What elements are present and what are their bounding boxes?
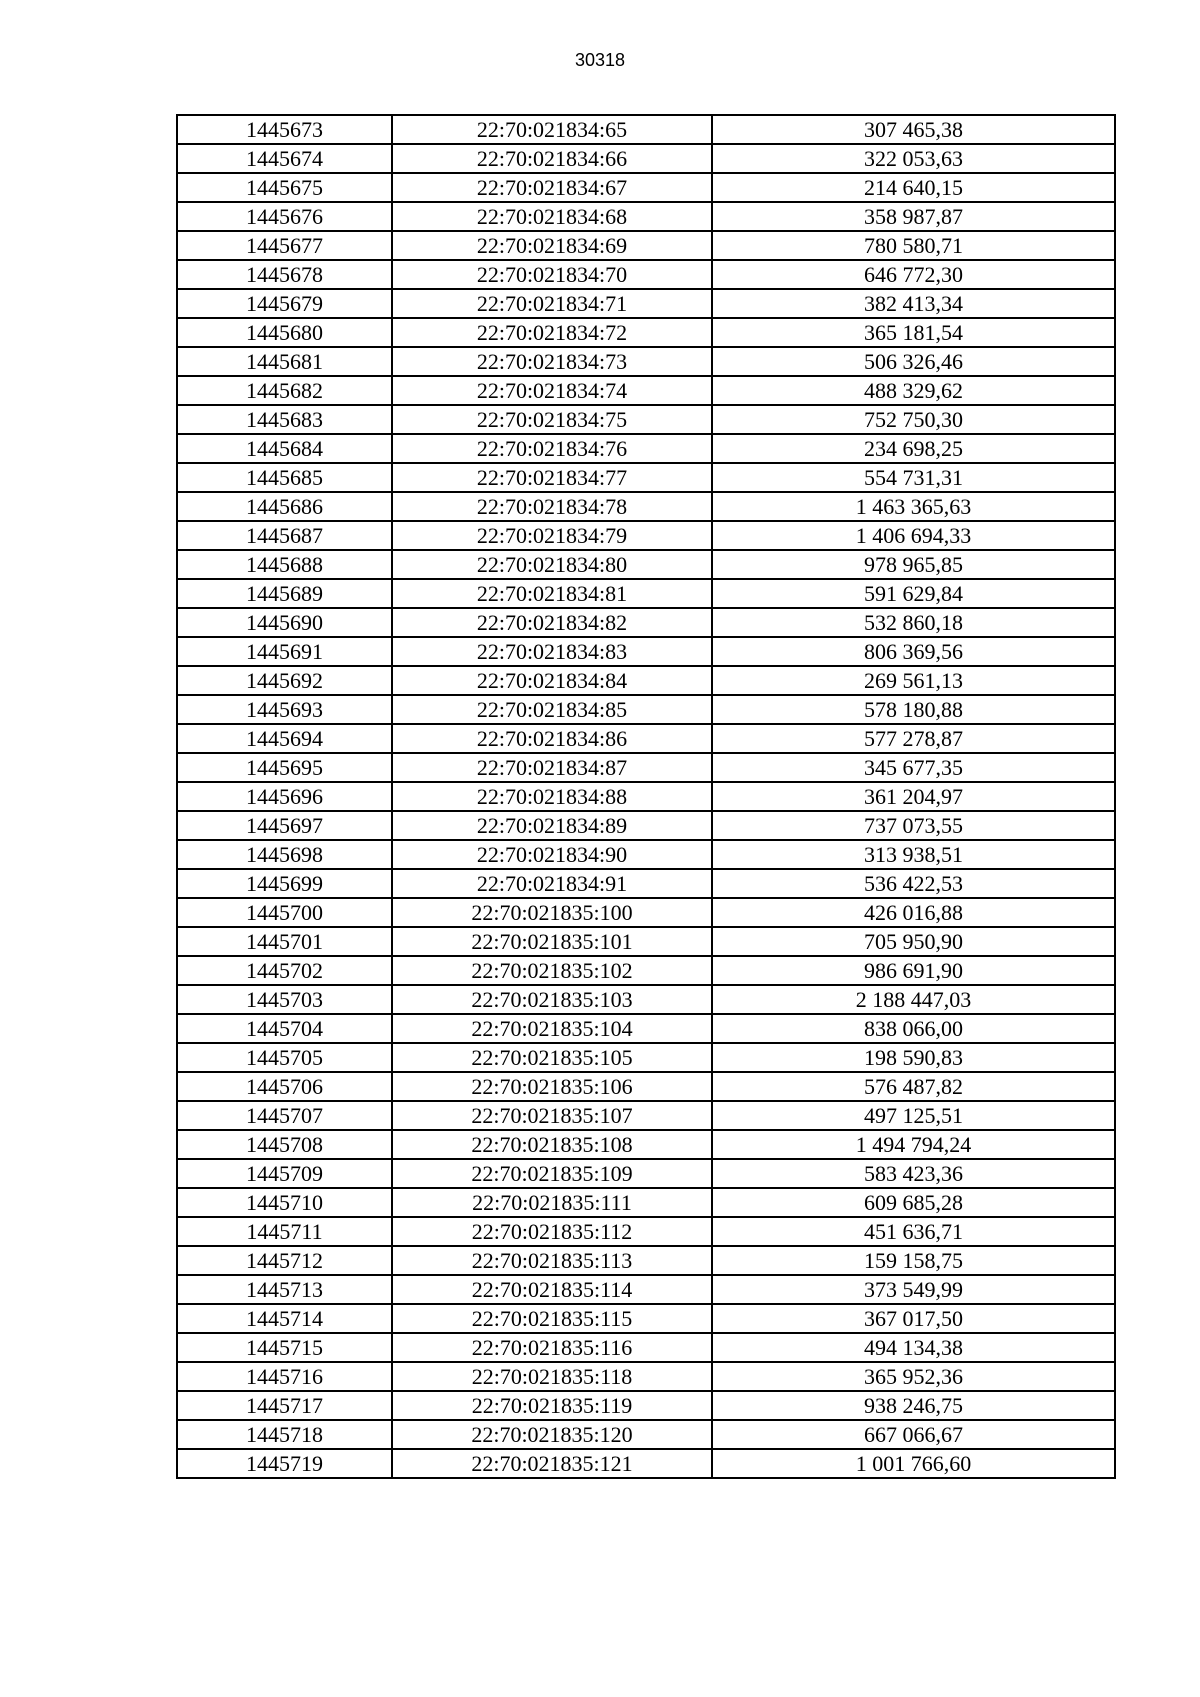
cadastral-number-cell: 22:70:021835:118 — [392, 1362, 712, 1391]
table-row — [177, 289, 1115, 318]
record-number-cell: 1445708 — [177, 1130, 392, 1159]
cadastral-number-cell: 22:70:021834:87 — [392, 753, 712, 782]
record-number-cell: 1445677 — [177, 231, 392, 260]
record-number-cell: 1445675 — [177, 173, 392, 202]
cadastral-number-cell: 22:70:021834:85 — [392, 695, 712, 724]
record-number-cell: 1445707 — [177, 1101, 392, 1130]
cadastral-value-cell: 667 066,67 — [712, 1420, 1115, 1449]
record-number-cell: 1445700 — [177, 898, 392, 927]
cadastral-number-cell: 22:70:021835:102 — [392, 956, 712, 985]
record-number-cell: 1445694 — [177, 724, 392, 753]
cadastral-value-cell: 578 180,88 — [712, 695, 1115, 724]
table-row — [177, 492, 1115, 521]
cadastral-number-cell: 22:70:021834:78 — [392, 492, 712, 521]
record-number-cell: 1445685 — [177, 463, 392, 492]
cadastral-value-cell: 313 938,51 — [712, 840, 1115, 869]
cadastral-value-cell: 497 125,51 — [712, 1101, 1115, 1130]
record-number-cell: 1445686 — [177, 492, 392, 521]
cadastral-number-cell: 22:70:021834:84 — [392, 666, 712, 695]
table-row — [177, 1217, 1115, 1246]
table-row — [177, 1043, 1115, 1072]
cadastral-number-cell: 22:70:021835:116 — [392, 1333, 712, 1362]
cadastral-number-cell: 22:70:021835:112 — [392, 1217, 712, 1246]
cadastral-value-cell: 494 134,38 — [712, 1333, 1115, 1362]
record-number-cell: 1445705 — [177, 1043, 392, 1072]
cadastral-number-cell: 22:70:021834:90 — [392, 840, 712, 869]
table-row — [177, 1130, 1115, 1159]
record-number-cell: 1445703 — [177, 985, 392, 1014]
table-row — [177, 260, 1115, 289]
record-number-cell: 1445709 — [177, 1159, 392, 1188]
cadastral-value-cell: 365 952,36 — [712, 1362, 1115, 1391]
cadastral-number-cell: 22:70:021835:109 — [392, 1159, 712, 1188]
table-row — [177, 927, 1115, 956]
cadastral-number-cell: 22:70:021834:66 — [392, 144, 712, 173]
cadastral-value-cell: 583 423,36 — [712, 1159, 1115, 1188]
cadastral-number-cell: 22:70:021834:65 — [392, 115, 712, 144]
cadastral-number-cell: 22:70:021834:68 — [392, 202, 712, 231]
cadastral-number-cell: 22:70:021835:108 — [392, 1130, 712, 1159]
record-number-cell: 1445713 — [177, 1275, 392, 1304]
cadastral-number-cell: 22:70:021834:71 — [392, 289, 712, 318]
cadastral-number-cell: 22:70:021835:101 — [392, 927, 712, 956]
cadastral-value-cell: 361 204,97 — [712, 782, 1115, 811]
record-number-cell: 1445715 — [177, 1333, 392, 1362]
cadastral-number-cell: 22:70:021835:105 — [392, 1043, 712, 1072]
table-row — [177, 1420, 1115, 1449]
cadastral-value-cell: 838 066,00 — [712, 1014, 1115, 1043]
cadastral-value-cell: 978 965,85 — [712, 550, 1115, 579]
cadastral-number-cell: 22:70:021835:121 — [392, 1449, 712, 1478]
table-body — [177, 115, 1115, 1478]
cadastral-value-cell: 488 329,62 — [712, 376, 1115, 405]
cadastral-value-cell: 365 181,54 — [712, 318, 1115, 347]
table-row — [177, 985, 1115, 1014]
record-number-cell: 1445689 — [177, 579, 392, 608]
cadastral-number-cell: 22:70:021834:80 — [392, 550, 712, 579]
record-number-cell: 1445716 — [177, 1362, 392, 1391]
cadastral-value-cell: 345 677,35 — [712, 753, 1115, 782]
table-row — [177, 869, 1115, 898]
cadastral-value-cell: 536 422,53 — [712, 869, 1115, 898]
record-number-cell: 1445695 — [177, 753, 392, 782]
table-row — [177, 1072, 1115, 1101]
cadastral-value-cell: 159 158,75 — [712, 1246, 1115, 1275]
cadastral-number-cell: 22:70:021834:81 — [392, 579, 712, 608]
cadastral-number-cell: 22:70:021834:74 — [392, 376, 712, 405]
cadastral-value-cell: 705 950,90 — [712, 927, 1115, 956]
table-row — [177, 695, 1115, 724]
cadastral-value-cell: 1 001 766,60 — [712, 1449, 1115, 1478]
table-row — [177, 608, 1115, 637]
cadastral-value-cell: 554 731,31 — [712, 463, 1115, 492]
table-row — [177, 231, 1115, 260]
cadastral-number-cell: 22:70:021834:79 — [392, 521, 712, 550]
cadastral-value-cell: 806 369,56 — [712, 637, 1115, 666]
cadastral-value-cell: 506 326,46 — [712, 347, 1115, 376]
cadastral-value-cell: 2 188 447,03 — [712, 985, 1115, 1014]
cadastral-value-cell: 373 549,99 — [712, 1275, 1115, 1304]
cadastral-number-cell: 22:70:021835:103 — [392, 985, 712, 1014]
cadastral-value-cell: 1 463 365,63 — [712, 492, 1115, 521]
cadastral-value-cell: 1 494 794,24 — [712, 1130, 1115, 1159]
table-row — [177, 579, 1115, 608]
cadastral-number-cell: 22:70:021835:107 — [392, 1101, 712, 1130]
cadastral-value-cell: 214 640,15 — [712, 173, 1115, 202]
cadastral-number-cell: 22:70:021834:88 — [392, 782, 712, 811]
table-row — [177, 753, 1115, 782]
record-number-cell: 1445714 — [177, 1304, 392, 1333]
table-row — [177, 173, 1115, 202]
cadastral-value-cell: 576 487,82 — [712, 1072, 1115, 1101]
table-row — [177, 1159, 1115, 1188]
cadastral-number-cell: 22:70:021835:111 — [392, 1188, 712, 1217]
table-row — [177, 1304, 1115, 1333]
cadastral-number-cell: 22:70:021835:119 — [392, 1391, 712, 1420]
table-row — [177, 1275, 1115, 1304]
table-row — [177, 782, 1115, 811]
page-number: 30318 — [574, 50, 626, 70]
record-number-cell: 1445710 — [177, 1188, 392, 1217]
cadastral-number-cell: 22:70:021834:73 — [392, 347, 712, 376]
table-row — [177, 811, 1115, 840]
table-row — [177, 1246, 1115, 1275]
record-number-cell: 1445678 — [177, 260, 392, 289]
cadastral-value-cell: 269 561,13 — [712, 666, 1115, 695]
cadastral-value-cell: 1 406 694,33 — [712, 521, 1115, 550]
table-row — [177, 637, 1115, 666]
cadastral-value-cell: 532 860,18 — [712, 608, 1115, 637]
table-row — [177, 115, 1115, 144]
table-row — [177, 956, 1115, 985]
cadastral-number-cell: 22:70:021835:120 — [392, 1420, 712, 1449]
cadastral-value-cell: 307 465,38 — [712, 115, 1115, 144]
record-number-cell: 1445679 — [177, 289, 392, 318]
table-row — [177, 840, 1115, 869]
record-number-cell: 1445690 — [177, 608, 392, 637]
cadastral-value-cell: 234 698,25 — [712, 434, 1115, 463]
table-row — [177, 318, 1115, 347]
table-row — [177, 405, 1115, 434]
cadastral-number-cell: 22:70:021834:86 — [392, 724, 712, 753]
cadastral-value-cell: 451 636,71 — [712, 1217, 1115, 1246]
table-row — [177, 1188, 1115, 1217]
table-row — [177, 550, 1115, 579]
cadastral-number-cell: 22:70:021835:104 — [392, 1014, 712, 1043]
cadastral-number-cell: 22:70:021834:83 — [392, 637, 712, 666]
record-number-cell: 1445711 — [177, 1217, 392, 1246]
record-number-cell: 1445692 — [177, 666, 392, 695]
record-number-cell: 1445698 — [177, 840, 392, 869]
table-row — [177, 898, 1115, 927]
cadastral-number-cell: 22:70:021834:67 — [392, 173, 712, 202]
record-number-cell: 1445717 — [177, 1391, 392, 1420]
record-number-cell: 1445683 — [177, 405, 392, 434]
cadastral-number-cell: 22:70:021834:69 — [392, 231, 712, 260]
cadastral-number-cell: 22:70:021834:70 — [392, 260, 712, 289]
cadastral-number-cell: 22:70:021835:114 — [392, 1275, 712, 1304]
record-number-cell: 1445699 — [177, 869, 392, 898]
table-row — [177, 1333, 1115, 1362]
table-row — [177, 434, 1115, 463]
record-number-cell: 1445697 — [177, 811, 392, 840]
record-number-cell: 1445687 — [177, 521, 392, 550]
cadastral-value-cell: 358 987,87 — [712, 202, 1115, 231]
record-number-cell: 1445701 — [177, 927, 392, 956]
record-number-cell: 1445681 — [177, 347, 392, 376]
cadastral-value-cell: 367 017,50 — [712, 1304, 1115, 1333]
record-number-cell: 1445682 — [177, 376, 392, 405]
cadastral-value-cell: 198 590,83 — [712, 1043, 1115, 1072]
table-row — [177, 1362, 1115, 1391]
cadastral-value-cell: 382 413,34 — [712, 289, 1115, 318]
cadastral-value-cell: 780 580,71 — [712, 231, 1115, 260]
record-number-cell: 1445688 — [177, 550, 392, 579]
record-number-cell: 1445702 — [177, 956, 392, 985]
cadastral-value-cell: 322 053,63 — [712, 144, 1115, 173]
cadastral-value-cell: 986 691,90 — [712, 956, 1115, 985]
data-table — [176, 114, 1116, 1479]
table-row — [177, 1391, 1115, 1420]
cadastral-number-cell: 22:70:021835:106 — [392, 1072, 712, 1101]
table-row — [177, 376, 1115, 405]
record-number-cell: 1445718 — [177, 1420, 392, 1449]
record-number-cell: 1445673 — [177, 115, 392, 144]
table-row — [177, 347, 1115, 376]
table-row — [177, 666, 1115, 695]
record-number-cell: 1445684 — [177, 434, 392, 463]
cadastral-number-cell: 22:70:021835:100 — [392, 898, 712, 927]
record-number-cell: 1445691 — [177, 637, 392, 666]
cadastral-value-cell: 609 685,28 — [712, 1188, 1115, 1217]
table-row — [177, 1014, 1115, 1043]
record-number-cell: 1445674 — [177, 144, 392, 173]
cadastral-value-cell: 591 629,84 — [712, 579, 1115, 608]
cadastral-number-cell: 22:70:021835:115 — [392, 1304, 712, 1333]
record-number-cell: 1445676 — [177, 202, 392, 231]
table-row — [177, 202, 1115, 231]
cadastral-value-cell: 938 246,75 — [712, 1391, 1115, 1420]
table-row — [177, 724, 1115, 753]
cadastral-value-cell: 752 750,30 — [712, 405, 1115, 434]
table-row — [177, 463, 1115, 492]
record-number-cell: 1445712 — [177, 1246, 392, 1275]
table-row — [177, 1101, 1115, 1130]
cadastral-number-cell: 22:70:021834:75 — [392, 405, 712, 434]
table-row — [177, 144, 1115, 173]
record-number-cell: 1445693 — [177, 695, 392, 724]
cadastral-value-cell: 737 073,55 — [712, 811, 1115, 840]
cadastral-value-cell: 426 016,88 — [712, 898, 1115, 927]
table-row — [177, 521, 1115, 550]
cadastral-number-cell: 22:70:021834:89 — [392, 811, 712, 840]
cadastral-number-cell: 22:70:021834:91 — [392, 869, 712, 898]
cadastral-number-cell: 22:70:021834:76 — [392, 434, 712, 463]
record-number-cell: 1445719 — [177, 1449, 392, 1478]
record-number-cell: 1445704 — [177, 1014, 392, 1043]
cadastral-number-cell: 22:70:021834:82 — [392, 608, 712, 637]
cadastral-value-cell: 646 772,30 — [712, 260, 1115, 289]
record-number-cell: 1445696 — [177, 782, 392, 811]
cadastral-number-cell: 22:70:021834:77 — [392, 463, 712, 492]
record-number-cell: 1445680 — [177, 318, 392, 347]
record-number-cell: 1445706 — [177, 1072, 392, 1101]
cadastral-value-cell: 577 278,87 — [712, 724, 1115, 753]
table-row — [177, 1449, 1115, 1478]
cadastral-number-cell: 22:70:021835:113 — [392, 1246, 712, 1275]
cadastral-number-cell: 22:70:021834:72 — [392, 318, 712, 347]
